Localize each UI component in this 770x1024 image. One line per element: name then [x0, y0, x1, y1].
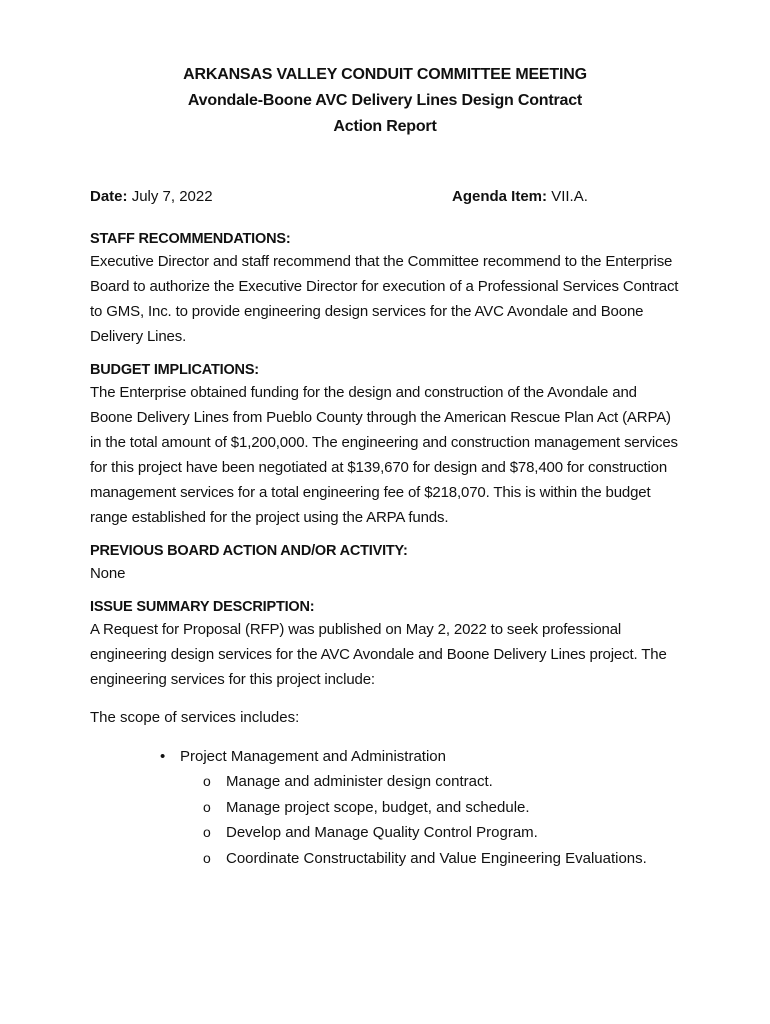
section-heading: PREVIOUS BOARD ACTION AND/OR ACTIVITY:	[90, 543, 408, 559]
hollow-bullet-icon: o	[203, 773, 211, 789]
agenda-item-value: VII.A.	[551, 188, 588, 205]
contract-title: Avondale-Boone AVC Delivery Lines Design Contract	[187, 92, 583, 109]
section-body: Executive Director and staff recommend that the Committee recommend to the Enterprise Board to authorize the Executive Director for execution of a Professional Services Contract to GMS, Inc. to provide engineering design services for the AVC Avondale and Boone Delivery Lines.	[90, 253, 679, 345]
sub-list-item	[180, 769, 680, 795]
sub-list-item-label: Manage project scope, budget, and schedule.	[226, 798, 530, 816]
sub-list-item	[180, 820, 680, 846]
sub-list	[180, 769, 680, 871]
section-body: None	[90, 565, 126, 582]
sub-list-item	[180, 795, 680, 821]
scope-intro: The scope of services includes:	[90, 709, 300, 726]
document-header	[90, 62, 680, 140]
sub-list-item-label: Develop and Manage Quality Control Program.	[226, 824, 538, 841]
section-heading: BUDGET IMPLICATIONS:	[90, 362, 259, 378]
sub-list-item-label: Manage and administer design contract.	[226, 773, 493, 790]
issue-summary-section	[90, 597, 680, 692]
report-type: Action Report	[333, 118, 437, 135]
hollow-bullet-icon: o	[203, 849, 211, 866]
agenda-item-field	[452, 186, 588, 208]
section-body: The Enterprise obtained funding for the design and construction of the Avondale and Boone Delivery Lines from Pueblo County through the American Rescue Plan Act (ARPA) in the total amount of $1,200,000. The engineering and construction management services for this project have been negotiated at $139,670 for design and $78,400 for construction management services for a total engineering fee of $218,070. This is within the budget range established for the project using the ARPA funds.	[90, 384, 678, 526]
agenda-item-label: Agenda Item:	[452, 188, 548, 205]
section-heading: ISSUE SUMMARY DESCRIPTION:	[90, 599, 315, 615]
list-item	[90, 744, 680, 871]
hollow-bullet-icon: o	[203, 798, 211, 815]
hollow-bullet-icon: o	[203, 824, 211, 840]
meeting-title: ARKANSAS VALLEY CONDUIT COMMITTEE MEETING	[183, 66, 587, 83]
sub-list-item	[180, 846, 680, 872]
section-heading: STAFF RECOMMENDATIONS:	[90, 231, 291, 247]
bullet-icon: •	[160, 748, 166, 765]
date-value: July 7, 2022	[131, 188, 213, 205]
date-field	[90, 186, 213, 208]
meta-row	[90, 186, 680, 208]
previous-board-action-section	[90, 541, 680, 586]
budget-implications-section	[90, 360, 680, 530]
staff-recommendations-section	[90, 229, 680, 349]
list-item-label: Project Management and Administration	[180, 748, 446, 765]
scope-list	[90, 744, 680, 871]
section-body: A Request for Proposal (RFP) was published on May 2, 2022 to seek professional engineering design services for the AVC Avondale and Boone Delivery Lines project. The engineering services for this project include:	[90, 621, 667, 688]
date-label: Date:	[90, 188, 128, 205]
sub-list-item-label: Coordinate Constructability and Value Engineering Evaluations.	[226, 849, 647, 867]
